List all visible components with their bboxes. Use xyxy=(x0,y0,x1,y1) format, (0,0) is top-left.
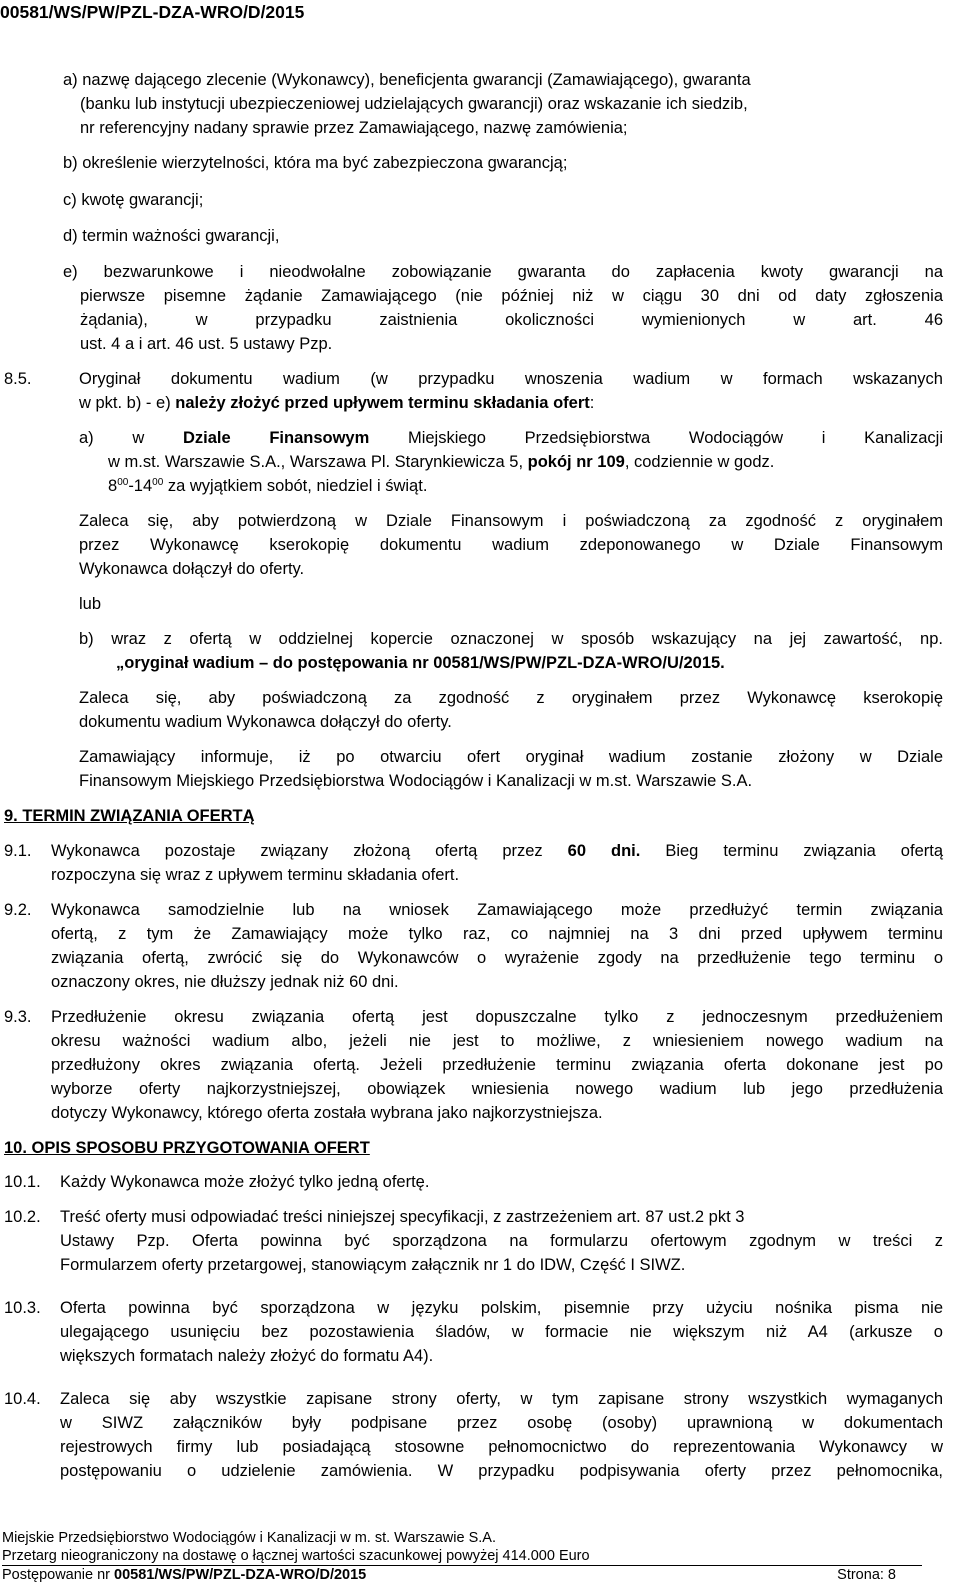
paragraph-10-2-cont: Ustawy Pzp. Oferta powinna być sporządzona na formularzu ofertowym zgodnym w treści z xyxy=(60,1232,943,1250)
section-number: 8.5. xyxy=(4,370,32,388)
paragraph-10-3: Oferta powinna być sporządzona w języku polskim, pisemnie przy użyciu nośnika pisma nie xyxy=(60,1299,943,1317)
section-number: 10.2. xyxy=(4,1208,41,1226)
section-title-10: 10. OPIS SPOSOBU PRZYGOTOWANIA OFERT xyxy=(4,1139,370,1157)
recommendation-2: Zaleca się, aby poświadczoną za zgodność z oryginałem przez Wykonawcę kserokopię xyxy=(79,689,943,707)
option-a: a) w Dziale Finansowym Miejskiego Przedsiębiorstwa Wodociągów i Kanalizacji xyxy=(79,429,943,447)
paragraph-10-2-cont: Formularzem oferty przetargowej, stanowiącym załącznik nr 1 do IDW, Część I SIWZ. xyxy=(60,1256,686,1274)
option-a-hours: $8^{00}-14^{00}$ za wyjątkiem sobót, niedziel i świąt. xyxy=(108,477,428,495)
list-item-e: e) bezwarunkowe i nieodwołalne zobowiązanie gwaranta do zapłacenia kwoty gwarancji na xyxy=(63,263,943,281)
paragraph-9-3-cont: przedłużony okres związania ofertą. Jeżeli przedłużenie terminu związania oferta dokonane jest po xyxy=(51,1056,943,1074)
paragraph-9-2-cont: ofertą, z tym że Zamawiający może tylko raz, co najmniej na 3 dni przed upływem terminu xyxy=(51,925,943,943)
paragraph-10-2: Treść oferty musi odpowiadać treści niniejszej specyfikacji, z zastrzeżeniem art. 87 ust.2 pkt 3 xyxy=(60,1208,745,1226)
list-item-e-cont: żądania), w przypadku zaistnienia okoliczności wymienionych w art. 46 xyxy=(80,311,943,329)
recommendation-2-cont: dokumentu wadium Wykonawca dołączył do oferty. xyxy=(79,713,452,731)
page-number: Strona: 8 xyxy=(837,1567,896,1583)
option-b: b) wraz z ofertą w oddzielnej kopercie oznaczonej w sposób wskazujący na jej zawartość, np. xyxy=(79,630,943,648)
paragraph-9-2-cont: związania ofertą, zwrócić się do Wykonawców o wyrażenie zgody na przedłużenie tego terminu o xyxy=(51,949,943,967)
paragraph-9-2-cont: oznaczony okres, nie dłuższy jednak niż 60 dni. xyxy=(51,973,399,991)
footer-procedure: Postępowanie nr 00581/WS/PW/PZL-DZA-WRO/D/2015 xyxy=(2,1567,367,1583)
list-item-d: d) termin ważności gwarancji, xyxy=(63,227,280,245)
footer-tender: Przetarg nieograniczony na dostawę o łącznej wartości szacunkowej powyżej 414.000 Euro xyxy=(2,1548,590,1564)
paragraph-9-3-cont: okresu ważności wadium albo, jeżeli nie jest to możliwe, z wniesieniem nowego wadium na xyxy=(51,1032,943,1050)
section-number: 10.1. xyxy=(4,1173,41,1191)
list-item-e-cont: ust. 4 a i art. 46 ust. 5 ustawy Pzp. xyxy=(80,335,333,353)
list-item-a: a) nazwę dającego zlecenie (Wykonawcy), beneficjenta gwarancji (Zamawiającego), gwaranta xyxy=(63,71,751,89)
paragraph-10-3-cont: ulegającego usunięciu bez pozostawienia śladów, w formacie nie większym niż A4 (arkusze o xyxy=(60,1323,943,1341)
paragraph-10-4-cont: rejestrowych firmy lub posiadającą stosowne pełnomocnictwo do reprezentowania Wykonawcy w xyxy=(60,1438,943,1456)
footer-divider xyxy=(2,1565,922,1566)
paragraph-9-1: Wykonawca pozostaje związany złożoną ofertą przez 60 dni. Bieg terminu związania ofertą xyxy=(51,842,944,860)
paragraph-9-1-cont: rozpoczyna się wraz z upływem terminu składania ofert. xyxy=(51,866,460,884)
section-number: 10.4. xyxy=(4,1390,41,1408)
paragraph-9-2: Wykonawca samodzielnie lub na wniosek Zamawiającego może przedłużyć termin związania xyxy=(51,901,943,919)
notice-cont: Finansowym Miejskiego Przedsiębiorstwa Wodociągów i Kanalizacji w m.st. Warszawie S.A. xyxy=(79,772,753,790)
paragraph-cont: w pkt. b) - e) należy złożyć przed upływem terminu składania ofert: xyxy=(79,394,595,412)
list-item-c: c) kwotę gwarancji; xyxy=(63,191,204,209)
recommendation: Zaleca się, aby potwierdzoną w Dziale Finansowym i poświadczoną za zgodność z oryginałem xyxy=(79,512,943,530)
notice: Zamawiający informuje, iż po otwarciu ofert oryginał wadium zostanie złożony w Dziale xyxy=(79,748,943,766)
paragraph-10-1: Każdy Wykonawca może złożyć tylko jedną ofertę. xyxy=(60,1173,430,1191)
paragraph: Oryginał dokumentu wadium (w przypadku wnoszenia wadium w formach wskazanych xyxy=(79,370,943,388)
paragraph-10-3-cont: większych formatach należy złożyć do formatu A4). xyxy=(60,1347,434,1365)
recommendation-cont: Wykonawca dołączył do oferty. xyxy=(79,560,305,578)
list-item-e-cont: pierwsze pisemne żądanie Zamawiającego (nie później niż w ciągu 30 dni od daty zgłoszenia xyxy=(80,287,943,305)
section-number: 9.3. xyxy=(4,1008,32,1026)
or-label: lub xyxy=(79,595,102,613)
section-number: 9.2. xyxy=(4,901,32,919)
option-b-label: „oryginał wadium – do postępowania nr 00581/WS/PW/PZL-DZA-WRO/U/2015. xyxy=(116,654,725,672)
recommendation-cont: przez Wykonawcę kserokopię dokumentu wadium zdeponowanego w Dziale Finansowym xyxy=(79,536,943,554)
footer-company: Miejskie Przedsiębiorstwo Wodociągów i Kanalizacji w m. st. Warszawie S.A. xyxy=(2,1530,496,1546)
option-a-cont: w m.st. Warszawie S.A., Warszawa Pl. Starynkiewicza 5, pokój nr 109, codziennie w godz. xyxy=(108,453,775,471)
paragraph-9-3: Przedłużenie okresu związania ofertą jest dopuszczalne tylko z jednoczesnym przedłużeniem xyxy=(51,1008,943,1026)
section-number: 9.1. xyxy=(4,842,32,860)
paragraph-10-4-cont: w SIWZ załączników były podpisane przez osobę (osoby) uprawnioną w dokumentach xyxy=(60,1414,943,1432)
section-title-9: 9. TERMIN ZWIĄZANIA OFERTĄ xyxy=(4,807,255,825)
paragraph-9-3-cont: dotyczy Wykonawcy, którego oferta została wybrana jako najkorzystniejsza. xyxy=(51,1104,603,1122)
list-item-a-cont: nr referencyjny nadany sprawie przez Zamawiającego, nazwę zamówienia; xyxy=(80,119,628,137)
paragraph-9-3-cont: wyborze oferty najkorzystniejszej, obowiązek wniesienia nowego wadium lub jego przedłużenia xyxy=(51,1080,943,1098)
list-item-a-cont: (banku lub instytucji ubezpieczeniowej udzielających gwarancji) oraz wskazanie ich siedzib, xyxy=(80,95,748,113)
list-item-b: b) określenie wierzytelności, która ma być zabezpieczona gwarancją; xyxy=(63,154,568,172)
section-number: 10.3. xyxy=(4,1299,41,1317)
document-code-header: 00581/WS/PW/PZL-DZA-WRO/D/2015 xyxy=(0,2,305,22)
paragraph-10-4-cont: postępowaniu o udzielenie zamówienia. W przypadku podpisywania oferty przez pełnomocnika, xyxy=(60,1462,943,1480)
paragraph-10-4: Zaleca się aby wszystkie zapisane strony oferty, w tym zapisane strony wszystkich wymaganych xyxy=(60,1390,943,1408)
